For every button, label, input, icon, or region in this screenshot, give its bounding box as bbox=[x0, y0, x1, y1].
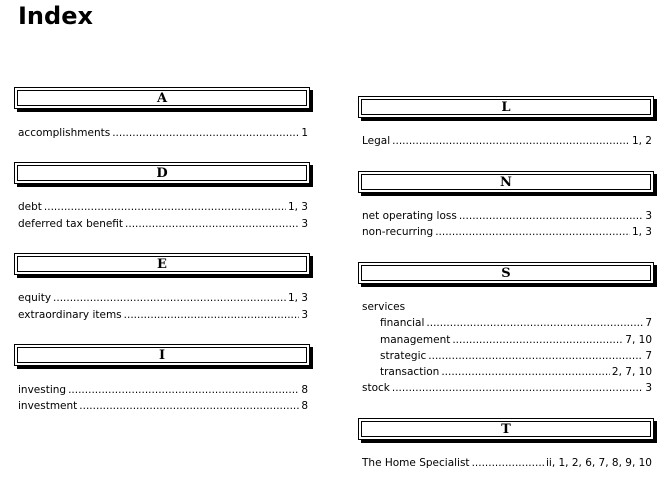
dot-leader bbox=[125, 216, 299, 232]
dot-leader bbox=[472, 455, 544, 471]
entry-term: net operating loss bbox=[362, 210, 457, 222]
entry-term: extraordinary items bbox=[18, 309, 122, 321]
index-entry-extraordinary-items bbox=[18, 307, 308, 323]
entry-term: strategic bbox=[380, 350, 427, 362]
dot-leader bbox=[459, 208, 643, 224]
dot-leader bbox=[426, 315, 643, 331]
entry-term: non-recurring bbox=[362, 226, 434, 238]
entry-pages: 3 bbox=[645, 210, 652, 222]
entry-pages: 7, 10 bbox=[625, 334, 652, 346]
letter-label: A bbox=[156, 91, 168, 106]
entry-pages: 3 bbox=[301, 309, 308, 321]
index-entry-services bbox=[362, 299, 652, 315]
entry-term: stock bbox=[362, 382, 390, 394]
index-entry-accomplishments bbox=[18, 125, 308, 141]
letter-header-l bbox=[358, 96, 654, 118]
entry-pages: 1, 3 bbox=[287, 292, 308, 304]
letter-label: E bbox=[157, 257, 167, 272]
letter-header-n bbox=[358, 171, 654, 193]
entry-pages: 8 bbox=[301, 400, 308, 412]
entry-term: financial bbox=[380, 317, 425, 329]
index-entry-deferred-tax-benefit bbox=[18, 216, 308, 232]
letter-label: D bbox=[156, 166, 168, 181]
dot-leader bbox=[435, 224, 630, 240]
index-subentry-financial bbox=[380, 315, 652, 331]
dot-leader bbox=[452, 332, 623, 348]
index-entry-net-operating-loss bbox=[362, 208, 652, 224]
entry-pages: 3 bbox=[301, 218, 308, 230]
entry-pages: 1, 2 bbox=[631, 135, 652, 147]
entry-pages: 1 bbox=[301, 127, 308, 139]
index-entry-investing bbox=[18, 382, 308, 398]
entry-pages: 7 bbox=[645, 317, 652, 329]
letter-label: L bbox=[501, 100, 511, 115]
entry-term: The Home Specialist bbox=[362, 457, 470, 469]
entry-term: debt bbox=[18, 201, 42, 213]
dot-leader bbox=[441, 364, 610, 380]
letter-label: I bbox=[158, 348, 166, 363]
dot-leader bbox=[392, 380, 643, 396]
letter-header-i bbox=[14, 344, 310, 366]
entry-pages: 1, 3 bbox=[287, 201, 308, 213]
letter-header-e bbox=[14, 253, 310, 275]
dot-leader bbox=[53, 290, 286, 306]
index-subentry-transaction bbox=[380, 364, 652, 380]
index-entry-the-home-specialist bbox=[362, 455, 652, 471]
entry-term: management bbox=[380, 334, 451, 346]
entry-pages: 1, 3 bbox=[631, 226, 652, 238]
dot-leader bbox=[79, 398, 299, 414]
entry-term: accomplishments bbox=[18, 127, 111, 139]
index-entry-investment bbox=[18, 398, 308, 414]
letter-header-d bbox=[14, 162, 310, 184]
entry-pages: 8 bbox=[301, 384, 308, 396]
letter-label: S bbox=[501, 266, 511, 281]
entry-term: deferred tax benefit bbox=[18, 218, 124, 230]
entry-term: investing bbox=[18, 384, 67, 396]
dot-leader bbox=[392, 133, 630, 149]
dot-leader bbox=[44, 199, 286, 215]
index-entry-equity bbox=[18, 290, 308, 306]
letter-label: N bbox=[500, 175, 512, 190]
dot-leader bbox=[428, 348, 643, 364]
letter-header-t bbox=[358, 418, 654, 440]
entry-term: services bbox=[362, 301, 406, 313]
dot-leader bbox=[68, 382, 299, 398]
letter-label: T bbox=[501, 422, 511, 437]
entry-pages: 3 bbox=[645, 382, 652, 394]
entry-term: transaction bbox=[380, 366, 440, 378]
letter-header-a bbox=[14, 87, 310, 109]
index-entry-debt bbox=[18, 199, 308, 215]
letter-header-s bbox=[358, 262, 654, 284]
entry-term: investment bbox=[18, 400, 78, 412]
entry-term: Legal bbox=[362, 135, 391, 147]
dot-leader bbox=[124, 307, 300, 323]
index-entry-stock bbox=[362, 380, 652, 396]
index-subentry-management bbox=[380, 332, 652, 348]
entry-term: equity bbox=[18, 292, 52, 304]
index-entry-legal bbox=[362, 133, 652, 149]
entry-pages: 7 bbox=[645, 350, 652, 362]
index-subentry-strategic bbox=[380, 348, 652, 364]
page-title: Index bbox=[18, 2, 93, 30]
entry-pages: ii, 1, 2, 6, 7, 8, 9, 10 bbox=[545, 457, 652, 469]
index-entry-non-recurring bbox=[362, 224, 652, 240]
entry-pages: 2, 7, 10 bbox=[611, 366, 652, 378]
dot-leader bbox=[112, 125, 299, 141]
